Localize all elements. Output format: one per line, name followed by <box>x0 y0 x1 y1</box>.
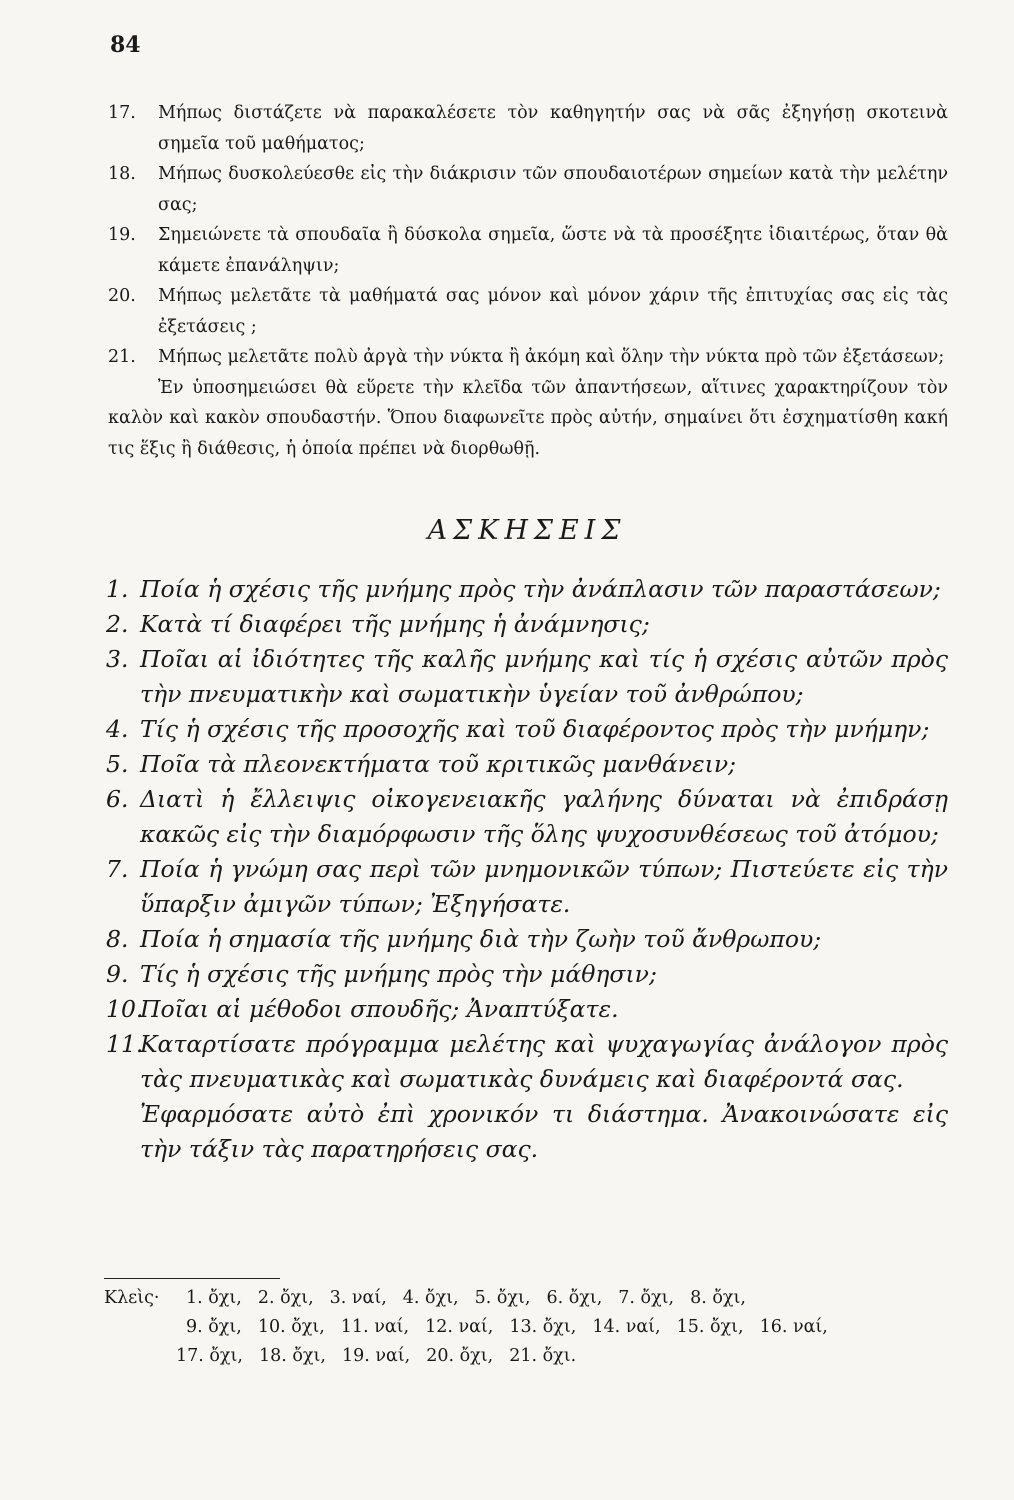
exercise-number: 6. <box>106 785 129 813</box>
question-number: 19. <box>108 225 136 245</box>
exercise-text: Τίς ἡ σχέσις τῆς μνήμης πρὸς τὴν μάθησιν; <box>140 960 657 988</box>
footnote-divider <box>104 1278 280 1279</box>
section-title: ΑΣΚΗΣΕΙΣ <box>427 515 627 546</box>
question-text: Σημειώνετε τὰ σπουδαῖα ἢ δύσκολα σημεῖα, ὥστε νὰ τὰ προσέξητε ἰδιαιτέρως, ὅταν θὰ κάμετε ἐπανάληψιν; <box>158 225 948 276</box>
answer-key-indent <box>104 1342 176 1371</box>
exercise-item <box>106 712 948 747</box>
answer-key-item: 21. ὄχι. <box>509 1346 577 1366</box>
exercise-item <box>106 642 948 712</box>
answer-key-item: 11. ναί, <box>340 1317 410 1337</box>
exercise-number: 8. <box>106 925 129 953</box>
answer-key-row <box>104 1313 950 1342</box>
answer-key-item: 20. ὄχι, <box>426 1346 494 1366</box>
exercise-item <box>106 922 948 957</box>
answer-key-row <box>104 1342 950 1371</box>
exercise-item <box>106 607 948 642</box>
answer-key-items <box>176 1342 592 1371</box>
exercise-number: 10. <box>106 995 144 1023</box>
answer-key-item: 16. ναί, <box>759 1317 828 1337</box>
answer-key-note: Ἐν ὑποσημειώσει θὰ εὕρετε τὴν κλεῖδα τῶν ἀπαντήσεων, αἵτινες χαρακτηρίζουν τὸν καλὸν καὶ κακὸν σπουδαστήν. Ὅπου διαφωνεῖτε πρὸς αὐτήν, σημαίνει ὅτι ἐσχηματίσθη κακή τις ἕξις ἢ διάθεσις, ἡ ὁποία πρέπει νὰ διορθωθῇ. <box>108 377 948 459</box>
answer-key-item: 15. ὄχι, <box>676 1317 744 1337</box>
question-number: 20. <box>108 286 136 306</box>
exercise-text: Κατὰ τί διαφέρει τῆς μνήμης ἡ ἀνάμνησις; <box>140 610 650 638</box>
exercise-item <box>106 852 948 922</box>
question-item <box>108 281 948 342</box>
question-item <box>108 98 948 159</box>
exercises-list <box>106 572 948 1167</box>
questionnaire <box>108 98 948 464</box>
exercise-item <box>106 572 948 607</box>
exercise-number: 9. <box>106 960 129 988</box>
exercise-text-part2: Ἐφαρμόσατε αὐτὸ ἐπὶ χρονικόν τι διάστημα. Ἀνακοινώσατε εἰς τὴν τάξιν τὰς παρατηρήσεις σας. <box>140 1100 948 1163</box>
question-text: Μήπως μελετᾶτε τὰ μαθήματά σας μόνον καὶ μόνον χάριν τῆς ἐπιτυχίας σας εἰς τὰς ἐξετάσεις ; <box>158 286 948 337</box>
answer-key-row <box>104 1284 950 1313</box>
exercise-item <box>106 1027 948 1167</box>
question-text: Μήπως μελετᾶτε πολὺ ἀργὰ τὴν νύκτα ἢ ἀκόμη καὶ ὅλην τὴν νύκτα πρὸ τῶν ἐξετάσεων; <box>158 347 945 367</box>
answer-key-item: 1. ὄχι, <box>186 1288 242 1308</box>
exercise-text: Ποία ἡ σημασία τῆς μνήμης διὰ τὴν ζωὴν τοῦ ἄνθρωπου; <box>140 925 822 953</box>
exercise-text: Διατὶ ἡ ἔλλειψις οἰκογενειακῆς γαλήνης δύναται νὰ ἐπιδράσῃ κακῶς εἰς τὴν διαμόρφωσιν τῆς ὅλης ψυχοσυνθέσεως τοῦ ἀτόμου; <box>140 785 948 848</box>
exercise-text: Ποῖαι αἱ μέθοδοι σπουδῆς; Ἀναπτύξατε. <box>140 995 619 1023</box>
exercise-text-part1: Καταρτίσατε πρόγραμμα μελέτης καὶ ψυχαγωγίας ἀνάλογον πρὸς τὰς πνευματικὰς καὶ σωματικὰς δυνάμεις καὶ διαφέροντά σας. <box>140 1030 948 1093</box>
question-item <box>108 220 948 281</box>
answer-key-item: 13. ὄχι, <box>509 1317 577 1337</box>
answer-key-item: 14. ναί, <box>592 1317 661 1337</box>
exercise-text <box>140 1027 948 1167</box>
question-text: Μήπως διστάζετε νὰ παρακαλέσετε τὸν καθηγητήν σας νὰ σᾶς ἐξηγήσῃ σκοτεινὰ σημεῖα τοῦ μαθήματος; <box>158 103 948 154</box>
answer-key-item: 18. ὄχι, <box>258 1346 326 1366</box>
exercise-text: Τίς ἡ σχέσις τῆς προσοχῆς καὶ τοῦ διαφέροντος πρὸς τὴν μνήμην; <box>140 715 930 743</box>
question-number: 21. <box>108 347 136 367</box>
answer-key-label: Κλεὶς· <box>104 1288 160 1308</box>
question-number: 17. <box>108 103 136 123</box>
exercise-text: Ποία ἡ σχέσις τῆς μνήμης πρὸς τὴν ἀνάπλασιν τῶν παραστάσεων; <box>140 575 941 603</box>
exercise-number: 7. <box>106 855 129 883</box>
answer-key <box>104 1284 950 1371</box>
exercise-number: 4. <box>106 715 129 743</box>
answer-key-item: 2. ὄχι, <box>257 1288 314 1308</box>
question-number: 18. <box>108 164 136 184</box>
exercise-number: 1. <box>106 575 129 603</box>
exercise-number: 3. <box>106 645 129 673</box>
question-item <box>108 342 948 373</box>
exercise-item <box>106 992 948 1027</box>
answer-key-item: 8. ὄχι, <box>690 1288 746 1308</box>
exercise-item <box>106 782 948 852</box>
answer-key-indent <box>104 1313 186 1342</box>
answer-key-item: 17. ὄχι, <box>176 1346 243 1366</box>
question-text: Μήπως δυσκολεύεσθε εἰς τὴν διάκρισιν τῶν σπουδαιοτέρων σημείων κατὰ τὴν μελέτην σας; <box>158 164 948 215</box>
answer-key-item: 7. ὄχι, <box>618 1288 675 1308</box>
answer-key-item: 10. ὄχι, <box>257 1317 325 1337</box>
answer-key-item: 12. ναί, <box>425 1317 494 1337</box>
page-number: 84 <box>110 32 141 58</box>
answer-key-item: 6. ὄχι, <box>546 1288 603 1308</box>
exercise-number: 11. <box>106 1030 144 1058</box>
answer-key-item: 9. ὄχι, <box>186 1317 242 1337</box>
exercise-text: Ποῖαι αἱ ἰδιότητες τῆς καλῆς μνήμης καὶ τίς ἡ σχέσις αὐτῶν πρὸς τὴν πνευματικὴν καὶ σωματικὴν ὑγείαν τοῦ ἀνθρώπου; <box>140 645 948 708</box>
answer-key-items <box>186 1313 844 1342</box>
answer-key-items <box>186 1284 762 1313</box>
answer-key-item: 3. ναί, <box>329 1288 387 1308</box>
answer-key-item: 19. ναί, <box>341 1346 411 1366</box>
exercise-item <box>106 957 948 992</box>
answer-key-item: 4. ὄχι, <box>402 1288 459 1308</box>
exercise-item <box>106 747 948 782</box>
exercise-number: 2. <box>106 610 129 638</box>
question-item <box>108 159 948 220</box>
exercise-text: Ποία ἡ γνώμη σας περὶ τῶν μνημονικῶν τύπων; Πιστεύετε εἰς τὴν ὕπαρξιν ἀμιγῶν τύπων; Ἐξηγήσατε. <box>140 855 948 918</box>
answer-key-item: 5. ὄχι, <box>474 1288 531 1308</box>
exercise-number: 5. <box>106 750 129 778</box>
exercise-text: Ποῖα τὰ πλεονεκτήματα τοῦ κριτικῶς μανθάνειν; <box>140 750 737 778</box>
